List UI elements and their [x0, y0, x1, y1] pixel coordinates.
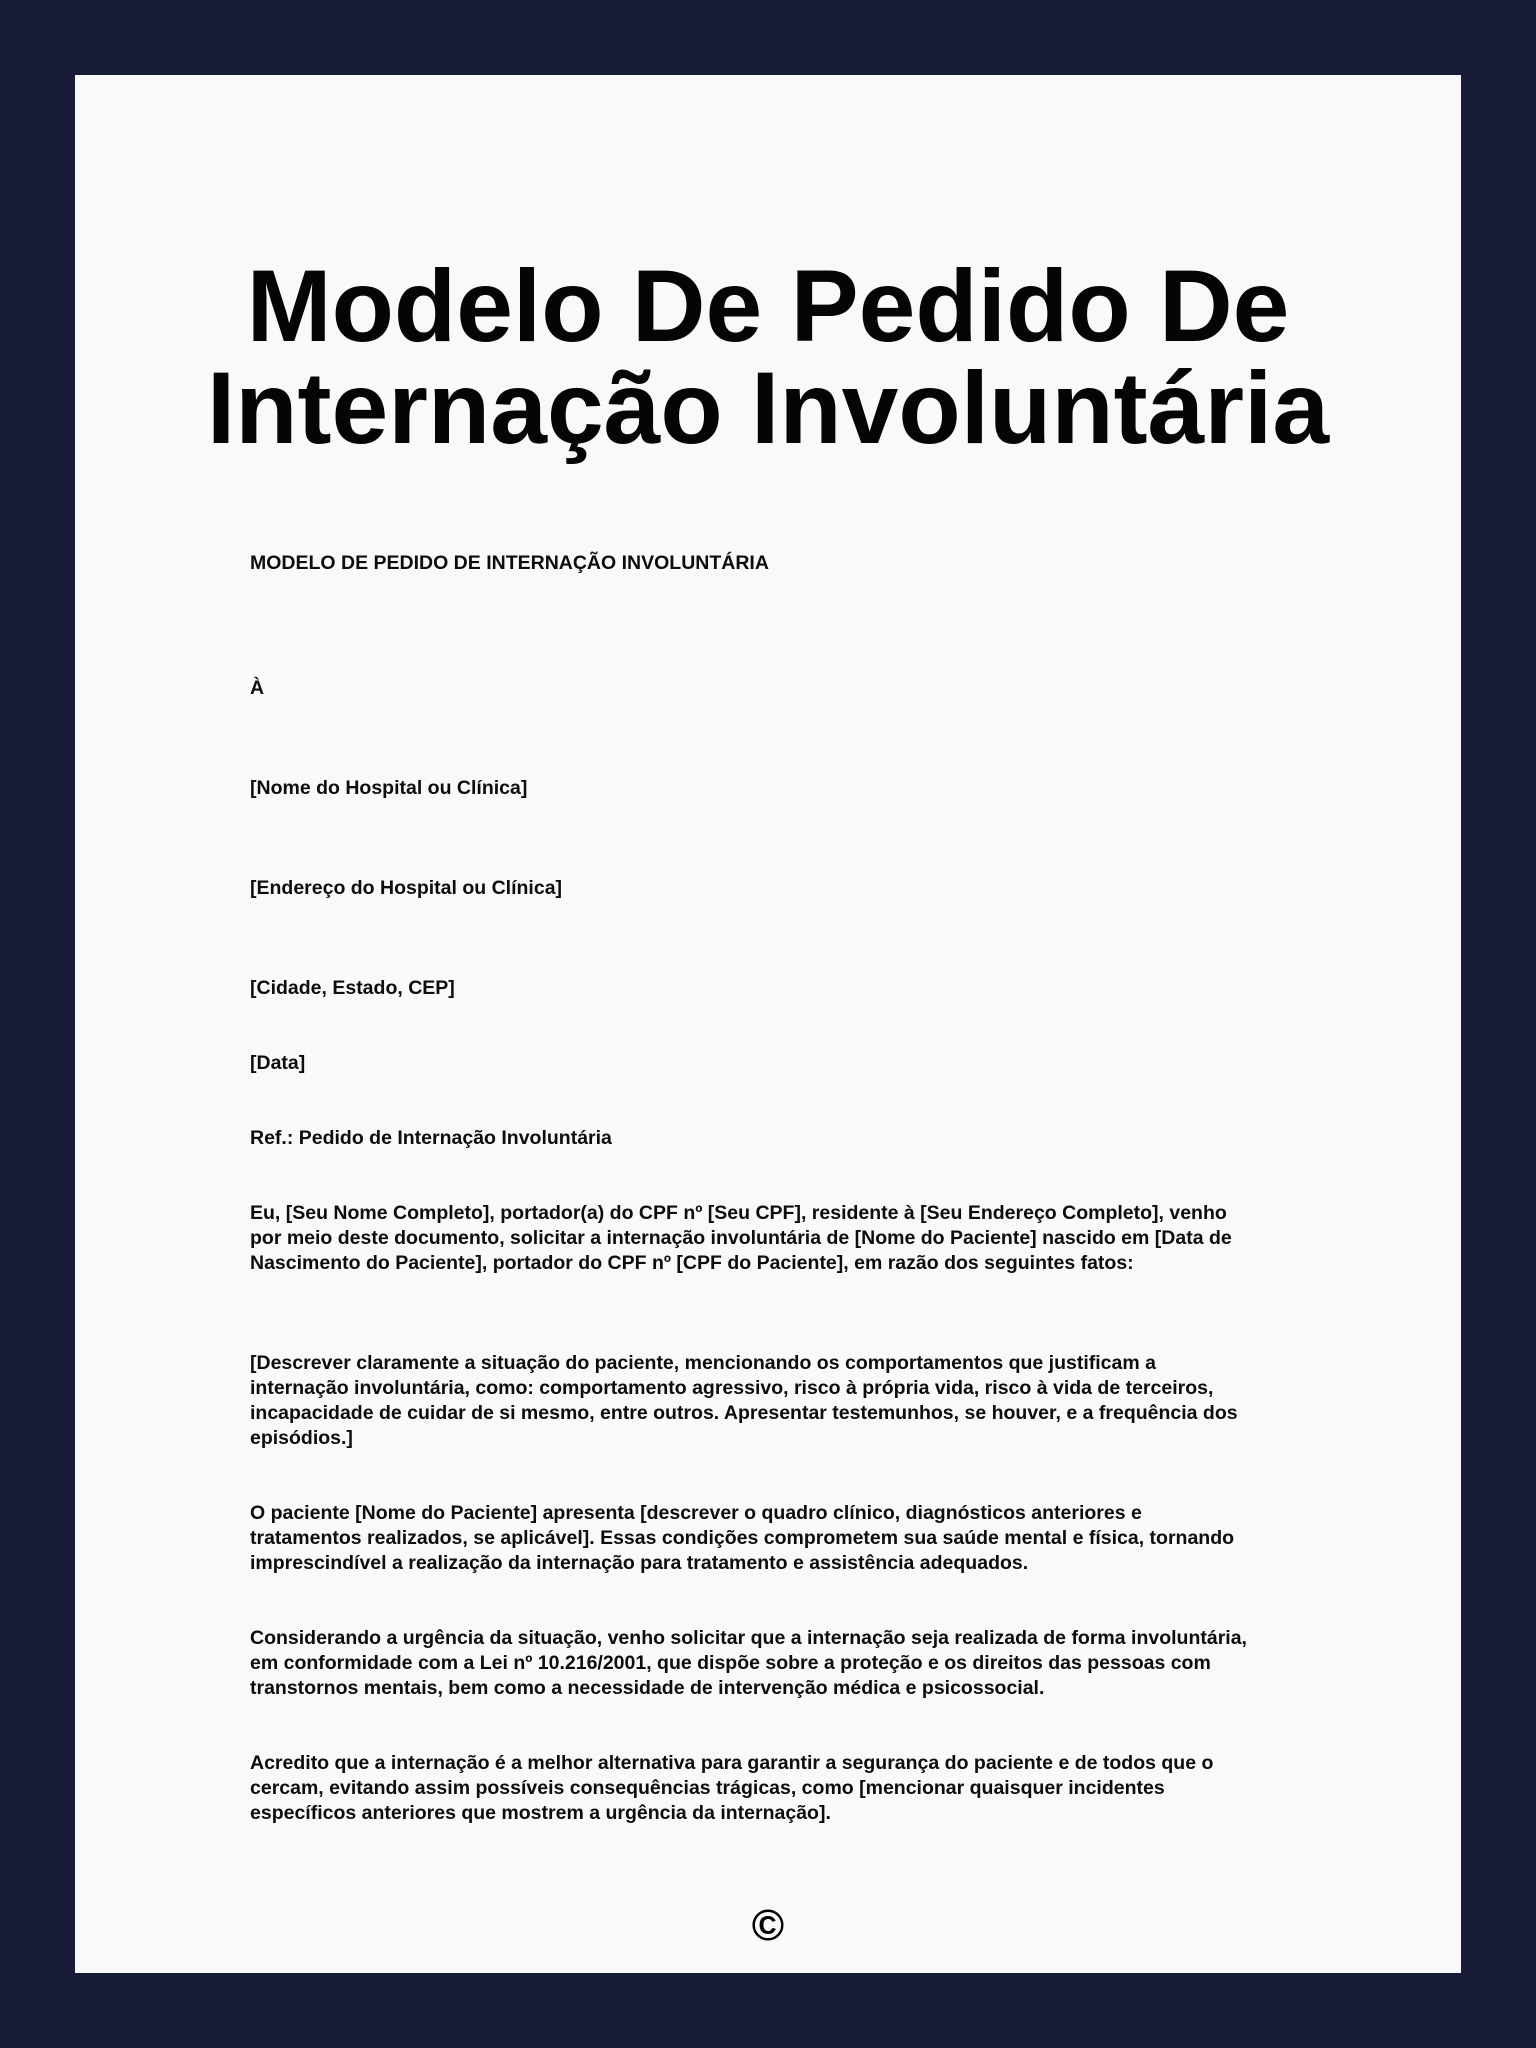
- paragraph-line: episódios.]: [250, 1427, 353, 1449]
- paragraph-line: incapacidade de cuidar de si mesmo, entre outros. Apresentar testemunhos, se houver, e a frequência dos: [250, 1402, 1238, 1424]
- paragraph-line: tratamentos realizados, se aplicável]. Essas condições comprometem sua saúde mental e física, tornando: [250, 1527, 1235, 1549]
- paragraph-line: específicos anteriores que mostrem a urgência da internação].: [250, 1802, 831, 1824]
- hospital-address-placeholder: [Endereço do Hospital ou Clínica]: [250, 877, 563, 899]
- paragraph-line: internação involuntária, como: comportamento agressivo, risco à própria vida, risco à vida de terceiros,: [250, 1377, 1214, 1399]
- paragraph-line: Considerando a urgência da situação, venho solicitar que a internação seja realizada de forma involuntária,: [250, 1627, 1247, 1649]
- page-title: [75, 249, 1461, 465]
- paragraph-line: [Descrever claramente a situação do paciente, mencionando os comportamentos que justificam a: [250, 1352, 1156, 1374]
- paragraph-situation: [250, 1351, 1360, 1451]
- paragraph-line: cercam, evitando assim possíveis consequências trágicas, como [mencionar quaisquer incidentes: [250, 1777, 1165, 1799]
- document-page: [75, 75, 1461, 1973]
- paragraph-line: Nascimento do Paciente], portador do CPF nº [CPF do Paciente], em razão dos seguintes fatos:: [250, 1252, 1134, 1274]
- paragraph-line: em conformidade com a Lei nº 10.216/2001, que dispõe sobre a proteção e os direitos das pessoas com: [250, 1652, 1211, 1674]
- paragraph-line: Eu, [Seu Nome Completo], portador(a) do CPF nº [Seu CPF], residente à [Seu Endereço Completo], venho: [250, 1202, 1227, 1224]
- paragraph-line: Acredito que a internação é a melhor alternativa para garantir a segurança do paciente e de todos que o: [250, 1752, 1214, 1774]
- paragraph-requester: [250, 1201, 1360, 1276]
- hospital-name-placeholder: [Nome do Hospital ou Clínica]: [250, 777, 528, 799]
- reference-line: Ref.: Pedido de Internação Involuntária: [250, 1127, 612, 1149]
- date-placeholder: [Data]: [250, 1052, 306, 1074]
- paragraph-conclusion: [250, 1751, 1360, 1826]
- paragraph-line: por meio deste documento, solicitar a internação involuntária de [Nome do Paciente] nascido em [Data de: [250, 1227, 1232, 1249]
- copyright-icon: ©: [751, 1901, 785, 1950]
- page-title-line-2: Internação Involuntária: [206, 351, 1330, 465]
- paragraph-line: O paciente [Nome do Paciente] apresenta [descrever o quadro clínico, diagnósticos anteriores e: [250, 1502, 1142, 1524]
- document-heading: MODELO DE PEDIDO DE INTERNAÇÃO INVOLUNTÁRIA: [250, 552, 769, 574]
- recipient-prefix: À: [250, 677, 265, 699]
- paragraph-legal-basis: [250, 1626, 1360, 1701]
- page-title-line-1: Modelo De Pedido De: [246, 249, 1290, 363]
- paragraph-line: imprescindível a realização da internação para tratamento e assistência adequados.: [250, 1552, 1029, 1574]
- paragraph-line: transtornos mentais, bem como a necessidade de intervenção médica e psicossocial.: [250, 1677, 1045, 1699]
- city-state-zip-placeholder: [Cidade, Estado, CEP]: [250, 977, 455, 999]
- paragraph-clinical: [250, 1501, 1360, 1576]
